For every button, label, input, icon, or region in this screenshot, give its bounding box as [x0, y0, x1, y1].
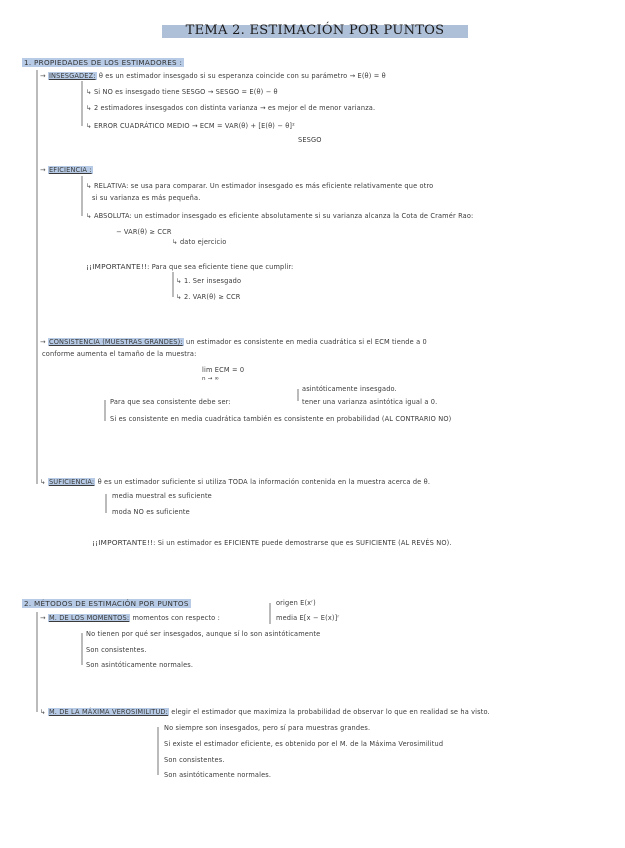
sesgo-label: SESGO — [298, 136, 322, 144]
eficiencia-label: EFICIENCIA : — [48, 166, 92, 174]
eficiencia-dato: ↳ dato ejercicio — [172, 238, 227, 246]
eficiencia-cond-2: ↳ 2. VAR(θ) ≥ CCR — [176, 293, 241, 301]
suficiencia-line: ↳ SUFICIENCIA: θ es un estimador suficiente si utiliza TODA la información contenida en la muestra acerca de θ. — [40, 478, 431, 486]
eficiencia-importante: ¡¡IMPORTANTE!!: Para que sea eficiente tiene que cumplir: — [86, 262, 294, 271]
momentos-line: → M. DE LOS MOMENTOS: momentos con respecto : — [40, 614, 220, 622]
consistencia-lim-sub: n → ∞ — [202, 376, 220, 382]
momentos-item-1: No tienen por qué ser insesgados, aunque sí lo son asintóticamente — [86, 630, 321, 638]
insesgadez-item-2: ↳ 2 estimadores insesgados con distinta varianza → es mejor el de menor varianza. — [86, 104, 376, 112]
eficiencia-line: → EFICIENCIA : — [40, 166, 92, 174]
eficiencia-relativa-cont: si su varianza es más pequeña. — [92, 194, 201, 202]
suficiencia-label: SUFICIENCIA: — [48, 478, 95, 486]
eficiencia-absoluta: ↳ ABSOLUTA: un estimador insesgado es eficiente absolutamente si su varianza alcanza la Cota de Cramér Rao: — [86, 212, 474, 220]
insesgadez-label: INSESGADEZ: — [48, 72, 96, 80]
momentos-item-3: Son asintóticamente normales. — [86, 661, 194, 669]
suficiencia-importante: ¡¡IMPORTANTE!!: Si un estimador es EFICIENTE puede demostrarse que es SUFICIENTE (AL REVÉS NO). — [92, 538, 452, 547]
maxima-item-2: Si existe el estimador eficiente, es obtenido por el M. de la Máxima Verosimilitud — [164, 740, 444, 748]
momentos-item-2: Son consistentes. — [86, 646, 147, 654]
momentos-label: M. DE LOS MOMENTOS: — [48, 614, 130, 622]
section1-heading: 1. PROPIEDADES DE LOS ESTIMADORES : — [24, 58, 183, 67]
consistencia-si-es: Si es consistente en media cuadrática también es consistente en probabilidad (AL CONTRARIO NO) — [110, 415, 452, 423]
insesgadez-text: θ es un estimador insesgado si su esperanza coincide con su parámetro → E(θ) = θ — [98, 72, 386, 80]
maxima-line: ↳ M. DE LA MÁXIMA VEROSIMILITUD: elegir el estimador que maximiza la probabilidad de observar lo que en realidad se ha visto. — [40, 708, 490, 716]
insesgadez-line: → INSESGADEZ: θ es un estimador insesgado si su esperanza coincide con su parámetro → E(θ) = θ — [40, 72, 386, 80]
consistencia-line: → CONSISTENCIA (MUESTRAS GRANDES): un estimador es consistente en media cuadrática si el ECM tiende a 0 — [40, 338, 427, 346]
consistencia-text-cont: conforme aumenta el tamaño de la muestra: — [42, 350, 197, 358]
consistencia-opt-2: tener una varianza asintótica igual a 0. — [302, 398, 438, 406]
page-title: TEMA 2. ESTIMACIÓN POR PUNTOS — [185, 23, 445, 38]
consistencia-para-que: Para que sea consistente debe ser: — [110, 398, 231, 406]
eficiencia-cond-1: ↳ 1. Ser insesgado — [176, 277, 242, 285]
momentos-origen: origen E(xʳ) — [276, 599, 316, 607]
maxima-label: M. DE LA MÁXIMA VEROSIMILITUD: — [48, 708, 169, 716]
maxima-item-3: Son consistentes. — [164, 756, 225, 764]
consistencia-label: CONSISTENCIA (MUESTRAS GRANDES): — [48, 338, 183, 346]
eficiencia-relativa: ↳ RELATIVA: se usa para comparar. Un estimador insesgado es más eficiente relativamente que otro — [86, 182, 434, 190]
maxima-item-1: No siempre son insesgados, pero sí para muestras grandes. — [164, 724, 371, 732]
section2-heading: 2. MÉTODOS DE ESTIMACIÓN POR PUNTOS — [24, 599, 189, 608]
consistencia-opt-1: asintóticamente insesgado. — [302, 385, 397, 393]
eficiencia-formula: − VAR(θ) ≥ CCR — [116, 228, 172, 236]
insesgadez-item-3: ↳ ERROR CUADRÁTICO MEDIO → ECM = VAR(θ) + [E(θ) − θ]² — [86, 122, 295, 130]
consistencia-lim: lim ECM = 0 — [202, 366, 245, 374]
momentos-media: media E[x − E(x)]ʳ — [276, 614, 340, 622]
suficiencia-item-1: media muestral es suficiente — [112, 492, 212, 500]
maxima-item-4: Son asintóticamente normales. — [164, 771, 272, 779]
suficiencia-item-2: moda NO es suficiente — [112, 508, 190, 516]
insesgadez-item-1: ↳ Si NO es insesgado tiene SESGO → SESGO = E(θ) − θ — [86, 88, 278, 96]
